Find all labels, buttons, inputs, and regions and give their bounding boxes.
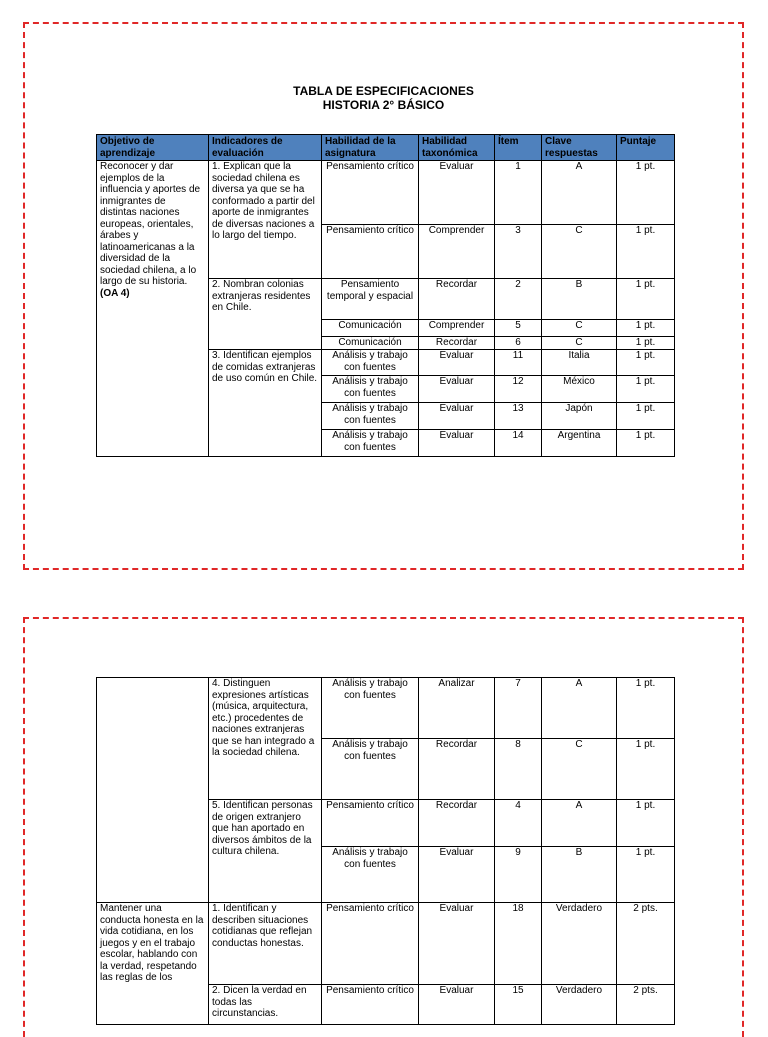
item-cell: 6 [495,337,542,350]
header-habilidad-taxonomica: Habilidad taxonómica [419,135,495,161]
indicador-cell: 4. Distinguen expresiones artísticas (música, arquitectura, etc.) procedentes de naciones extranjeras que se han integrado a la sociedad chilena. [209,678,322,800]
habilidad-cell: Pensamiento crítico [322,903,419,985]
header-objetivo: Objetivo de aprendizaje [97,135,209,161]
habilidad-cell: Comunicación [322,337,419,350]
clave-cell: Verdadero [542,985,617,1025]
habilidad-cell: Pensamiento crítico [322,161,419,225]
indicador-cell: 3. Identifican ejemplos de comidas extranjeras de uso común en Chile. [209,350,322,457]
header-item: Ítem [495,135,542,161]
item-cell: 5 [495,320,542,337]
item-cell: 15 [495,985,542,1025]
habilidad-cell: Comunicación [322,320,419,337]
item-cell: 9 [495,847,542,903]
objetivo-text: Reconocer y dar ejemplos de la influencia y aportes de inmigrantes de distintas naciones europeas, orientales, árabes y latinoamericanas a la diversidad de la sociedad chilena, a lo largo de su historia. [100,161,201,287]
table-row [97,678,675,739]
habilidad-cell: Pensamiento temporal y espacial [322,279,419,320]
item-cell: 1 [495,161,542,225]
item-cell: 14 [495,430,542,457]
document-title [25,84,742,112]
taxonomia-cell: Recordar [419,800,495,847]
clave-cell: México [542,376,617,403]
puntaje-cell: 1 pt. [617,279,675,320]
taxonomia-cell: Evaluar [419,903,495,985]
habilidad-cell: Análisis y trabajo con fuentes [322,430,419,457]
clave-cell: Verdadero [542,903,617,985]
habilidad-cell: Pensamiento crítico [322,985,419,1025]
title-line-2: HISTORIA 2° BÁSICO [322,98,445,112]
taxonomia-cell: Evaluar [419,376,495,403]
clave-cell: Argentina [542,430,617,457]
puntaje-cell: 1 pt. [617,430,675,457]
table-row [97,161,675,225]
taxonomia-cell: Recordar [419,279,495,320]
puntaje-cell: 2 pts. [617,903,675,985]
objetivo-cell: Mantener una conducta honesta en la vida cotidiana, en los juegos y en el trabajo escolar, hablando con la verdad, respetando las reglas de los [97,903,209,1025]
habilidad-cell: Análisis y trabajo con fuentes [322,678,419,739]
puntaje-cell: 1 pt. [617,403,675,430]
title-line-1: TABLA DE ESPECIFICACIONES [293,84,474,98]
habilidad-cell: Pensamiento crítico [322,800,419,847]
indicador-cell: 5. Identifican personas de origen extranjero que han aportado en diversos ámbitos de la cultura chilena. [209,800,322,903]
puntaje-cell: 2 pts. [617,985,675,1025]
table-header-row [97,135,675,161]
objetivo-cell [97,161,209,457]
item-cell: 4 [495,800,542,847]
puntaje-cell: 1 pt. [617,225,675,279]
indicador-cell: 1. Identifican y describen situaciones cotidianas que reflejan conductas honestas. [209,903,322,985]
puntaje-cell: 1 pt. [617,847,675,903]
habilidad-cell: Análisis y trabajo con fuentes [322,739,419,800]
item-cell: 11 [495,350,542,376]
taxonomia-cell: Evaluar [419,161,495,225]
indicador-cell: 2. Dicen la verdad en todas las circunstancias. [209,985,322,1025]
puntaje-cell: 1 pt. [617,320,675,337]
clave-cell: C [542,320,617,337]
clave-cell: C [542,739,617,800]
item-cell: 3 [495,225,542,279]
objetivo-cell-empty [97,678,209,903]
header-habilidad-asignatura: Habilidad de la asignatura [322,135,419,161]
objetivo-code: (OA 4) [100,287,130,299]
clave-cell: A [542,678,617,739]
clave-cell: Italia [542,350,617,376]
clave-cell: B [542,847,617,903]
taxonomia-cell: Recordar [419,739,495,800]
taxonomia-cell: Recordar [419,337,495,350]
item-cell: 8 [495,739,542,800]
puntaje-cell: 1 pt. [617,376,675,403]
item-cell: 13 [495,403,542,430]
puntaje-cell: 1 pt. [617,161,675,225]
taxonomia-cell: Comprender [419,320,495,337]
taxonomia-cell: Evaluar [419,430,495,457]
spec-table-2 [96,677,675,1025]
habilidad-cell: Análisis y trabajo con fuentes [322,847,419,903]
taxonomia-cell: Evaluar [419,985,495,1025]
clave-cell: A [542,161,617,225]
spec-table-1 [96,134,675,457]
item-cell: 12 [495,376,542,403]
taxonomia-cell: Comprender [419,225,495,279]
header-puntaje: Puntaje [617,135,675,161]
taxonomia-cell: Evaluar [419,403,495,430]
puntaje-cell: 1 pt. [617,678,675,739]
puntaje-cell: 1 pt. [617,350,675,376]
clave-cell: B [542,279,617,320]
clave-cell: Japón [542,403,617,430]
habilidad-cell: Pensamiento crítico [322,225,419,279]
item-cell: 7 [495,678,542,739]
taxonomia-cell: Evaluar [419,847,495,903]
puntaje-cell: 1 pt. [617,739,675,800]
document-page-2 [23,617,744,1037]
item-cell: 18 [495,903,542,985]
clave-cell: C [542,337,617,350]
header-clave: Clave respuestas [542,135,617,161]
item-cell: 2 [495,279,542,320]
document-page-1 [23,22,744,570]
taxonomia-cell: Evaluar [419,350,495,376]
indicador-cell: 1. Explican que la sociedad chilena es diversa ya que se ha conformado a partir del aporte de inmigrantes de diversas naciones a lo largo del tiempo. [209,161,322,279]
habilidad-cell: Análisis y trabajo con fuentes [322,376,419,403]
indicador-cell: 2. Nombran colonias extranjeras residentes en Chile. [209,279,322,350]
taxonomia-cell: Analizar [419,678,495,739]
puntaje-cell: 1 pt. [617,337,675,350]
table-row [97,903,675,985]
header-indicadores: Indicadores de evaluación [209,135,322,161]
puntaje-cell: 1 pt. [617,800,675,847]
clave-cell: C [542,225,617,279]
clave-cell: A [542,800,617,847]
habilidad-cell: Análisis y trabajo con fuentes [322,403,419,430]
habilidad-cell: Análisis y trabajo con fuentes [322,350,419,376]
